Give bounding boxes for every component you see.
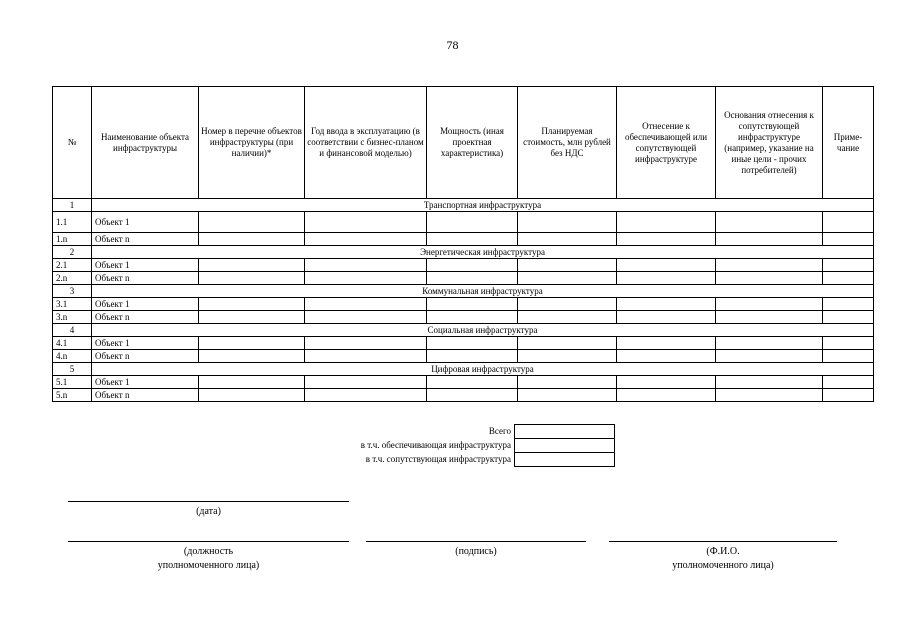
empty-cell[interactable]: [823, 376, 874, 389]
row-number: 2.1: [53, 259, 92, 272]
accompanying-label: в т.ч. сопутствующая инфраструктура: [365, 454, 511, 464]
empty-cell[interactable]: [617, 389, 716, 402]
section-number: 1: [53, 199, 92, 212]
object-name: Объект 1: [92, 212, 199, 233]
header-year: Год ввода в эксплуатацию (в соответствии с бизнес-планом и финансовой моделью): [305, 87, 427, 199]
fio-caption-2: уполномоченного лица): [672, 560, 774, 571]
empty-cell[interactable]: [518, 389, 617, 402]
object-name: Объект 1: [92, 259, 199, 272]
empty-cell[interactable]: [823, 259, 874, 272]
empty-cell[interactable]: [427, 376, 518, 389]
empty-cell[interactable]: [823, 389, 874, 402]
empty-cell[interactable]: [199, 311, 305, 324]
empty-cell[interactable]: [518, 259, 617, 272]
object-name: Объект 1: [92, 376, 199, 389]
fio-caption-1: (Ф.И.О.: [706, 546, 740, 557]
empty-cell[interactable]: [716, 337, 823, 350]
object-name: Объект 1: [92, 298, 199, 311]
row-number: 3.n: [53, 311, 92, 324]
empty-cell[interactable]: [427, 259, 518, 272]
empty-cell[interactable]: [716, 389, 823, 402]
totals-row: [300, 425, 615, 439]
empty-cell[interactable]: [427, 272, 518, 285]
section-row: [53, 199, 874, 212]
header-name: Наименование объекта инфраструктуры: [92, 87, 199, 199]
empty-cell[interactable]: [427, 389, 518, 402]
object-name: Объект n: [92, 233, 199, 246]
row-number: 4.1: [53, 337, 92, 350]
providing-value-cell[interactable]: [515, 439, 615, 453]
empty-cell[interactable]: [716, 298, 823, 311]
empty-cell[interactable]: [716, 350, 823, 363]
empty-cell[interactable]: [518, 337, 617, 350]
providing-label: в т.ч. обеспечивающая инфраструктура: [360, 440, 511, 450]
empty-cell[interactable]: [518, 311, 617, 324]
empty-cell[interactable]: [427, 350, 518, 363]
section-title: Социальная инфраструктура: [92, 324, 874, 337]
empty-cell[interactable]: [617, 350, 716, 363]
section-row: [53, 246, 874, 259]
section-number: 4: [53, 324, 92, 337]
empty-cell[interactable]: [716, 233, 823, 246]
empty-cell[interactable]: [305, 298, 427, 311]
object-name: Объект n: [92, 389, 199, 402]
empty-cell[interactable]: [823, 298, 874, 311]
row-number: 5.n: [53, 389, 92, 402]
empty-cell[interactable]: [518, 272, 617, 285]
row-number: 4.n: [53, 350, 92, 363]
header-relation: Отнесение к обеспечивающей или сопутствующей инфраструктуре: [617, 87, 716, 199]
empty-cell[interactable]: [305, 259, 427, 272]
empty-cell[interactable]: [617, 233, 716, 246]
position-caption-1: (должность: [183, 546, 234, 557]
section-number: 3: [53, 285, 92, 298]
empty-cell[interactable]: [716, 212, 823, 233]
row-number: 1.1: [53, 212, 92, 233]
empty-cell[interactable]: [716, 311, 823, 324]
header-list-number: Номер в перечне объектов инфраструктуры (при наличии)*: [199, 87, 305, 199]
position-line[interactable]: [68, 541, 349, 542]
empty-cell[interactable]: [305, 272, 427, 285]
empty-cell[interactable]: [199, 259, 305, 272]
empty-cell[interactable]: [305, 337, 427, 350]
empty-cell[interactable]: [305, 350, 427, 363]
totals-row: [300, 439, 615, 453]
totals-block: [300, 424, 615, 467]
row-number: 1.n: [53, 233, 92, 246]
section-row: [53, 324, 874, 337]
header-capacity: Мощность (иная проектная характеристика): [427, 87, 518, 199]
empty-cell[interactable]: [617, 272, 716, 285]
header-num: №: [53, 87, 92, 199]
empty-cell[interactable]: [823, 233, 874, 246]
table-row: [53, 337, 874, 350]
empty-cell[interactable]: [427, 298, 518, 311]
section-title: Транспортная инфраструктура: [92, 199, 874, 212]
object-name: Объект n: [92, 272, 199, 285]
row-number: 5.1: [53, 376, 92, 389]
empty-cell[interactable]: [716, 376, 823, 389]
empty-cell[interactable]: [617, 259, 716, 272]
section-number: 5: [53, 363, 92, 376]
empty-cell[interactable]: [518, 298, 617, 311]
position-caption-2: уполномоченного лица): [157, 560, 260, 571]
object-name: Объект n: [92, 311, 199, 324]
empty-cell[interactable]: [518, 233, 617, 246]
signature-caption: (подпись): [455, 546, 497, 557]
empty-cell[interactable]: [199, 376, 305, 389]
empty-cell[interactable]: [823, 212, 874, 233]
row-number: 3.1: [53, 298, 92, 311]
row-number: 2.n: [53, 272, 92, 285]
object-name: Объект 1: [92, 337, 199, 350]
header-note: Приме-чание: [823, 87, 874, 199]
empty-cell[interactable]: [518, 212, 617, 233]
empty-cell[interactable]: [199, 272, 305, 285]
empty-cell[interactable]: [427, 233, 518, 246]
empty-cell[interactable]: [199, 350, 305, 363]
total-label: Всего: [488, 426, 511, 436]
empty-cell[interactable]: [427, 311, 518, 324]
empty-cell[interactable]: [823, 350, 874, 363]
page-number: 78: [446, 38, 459, 52]
section-number: 2: [53, 246, 92, 259]
table-row: [53, 212, 874, 233]
date-caption: (дата): [196, 506, 221, 517]
section-row: [53, 285, 874, 298]
object-name: Объект n: [92, 350, 199, 363]
date-line[interactable]: [68, 501, 349, 502]
empty-cell[interactable]: [823, 311, 874, 324]
empty-cell[interactable]: [518, 376, 617, 389]
empty-cell[interactable]: [199, 233, 305, 246]
signature-line[interactable]: [366, 541, 586, 542]
infrastructure-table: [52, 86, 874, 402]
table-row: [53, 272, 874, 285]
empty-cell[interactable]: [305, 311, 427, 324]
empty-cell[interactable]: [305, 233, 427, 246]
empty-cell[interactable]: [305, 389, 427, 402]
total-value-cell[interactable]: [515, 425, 615, 439]
header-basis: Основания отнесения к сопутствующей инфраструктуре (например, указание на иные цели - прочих потребителей): [716, 87, 823, 199]
empty-cell[interactable]: [427, 337, 518, 350]
table-row: [53, 376, 874, 389]
empty-cell[interactable]: [199, 389, 305, 402]
empty-cell[interactable]: [617, 212, 716, 233]
header-cost: Планируемая стоимость, млн рублей без НДС: [518, 87, 617, 199]
empty-cell[interactable]: [617, 337, 716, 350]
empty-cell[interactable]: [617, 311, 716, 324]
section-row: [53, 363, 874, 376]
section-title: Цифровая инфраструктура: [92, 363, 874, 376]
empty-cell[interactable]: [716, 272, 823, 285]
header-row: [53, 87, 874, 199]
empty-cell[interactable]: [823, 337, 874, 350]
totals-row: [300, 453, 615, 467]
table-body: [53, 199, 874, 402]
fio-line[interactable]: [609, 541, 837, 542]
empty-cell[interactable]: [199, 337, 305, 350]
section-title: Коммунальная инфраструктура: [92, 285, 874, 298]
empty-cell[interactable]: [427, 212, 518, 233]
table-row: [53, 298, 874, 311]
table-row: [53, 311, 874, 324]
empty-cell[interactable]: [617, 298, 716, 311]
empty-cell[interactable]: [617, 376, 716, 389]
empty-cell[interactable]: [199, 298, 305, 311]
table-row: [53, 389, 874, 402]
section-title: Энергетическая инфраструктура: [92, 246, 874, 259]
empty-cell[interactable]: [305, 376, 427, 389]
table-row: [53, 259, 874, 272]
empty-cell[interactable]: [199, 212, 305, 233]
table-row: [53, 350, 874, 363]
empty-cell[interactable]: [716, 259, 823, 272]
accompanying-value-cell[interactable]: [515, 453, 615, 467]
empty-cell[interactable]: [823, 272, 874, 285]
empty-cell[interactable]: [518, 350, 617, 363]
empty-cell[interactable]: [305, 212, 427, 233]
table-row: [53, 233, 874, 246]
